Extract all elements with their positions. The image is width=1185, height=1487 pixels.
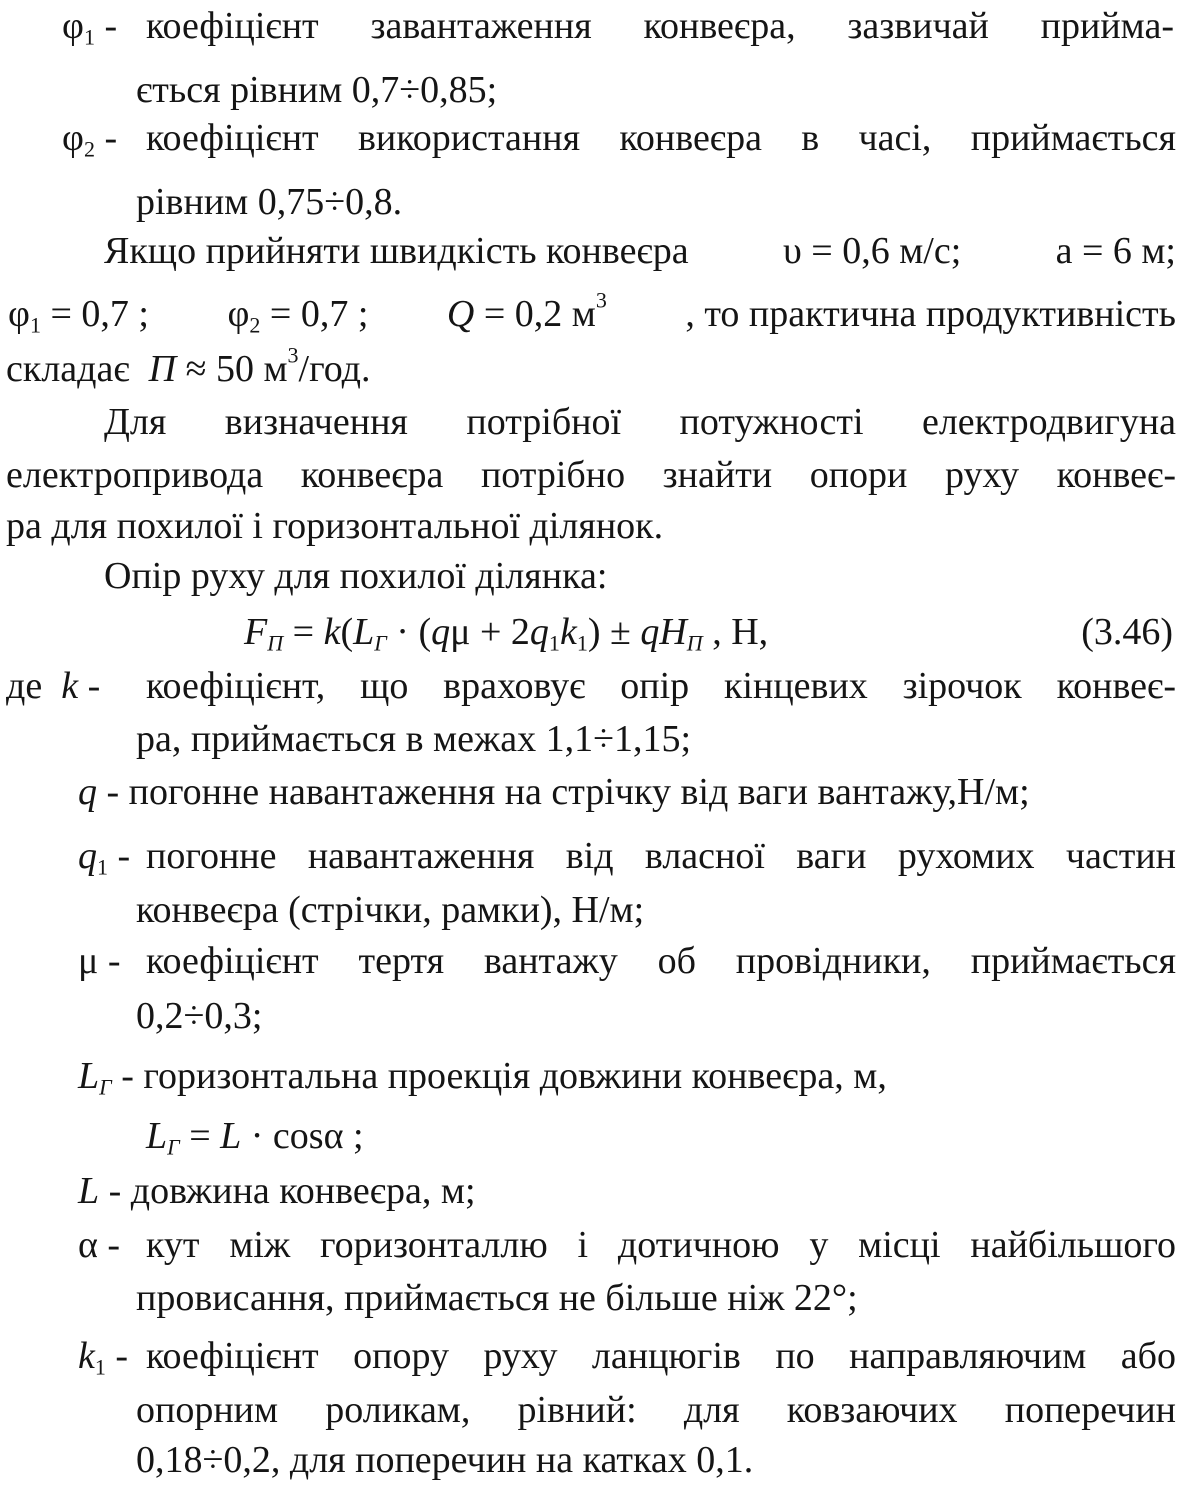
para2-line1: Для визначення потрібної потужності електродвигуна [104,401,1176,443]
def-mu-line2: 0,2÷0,3; [136,995,263,1037]
def-phi2-line1: коефіцієнт використання конвеєра в часі, приймається [146,117,1176,159]
para1-line1: Якщо прийняти швидкість конвеєра υ = 0,6 м/с; a = 6 м; [104,225,1176,278]
def-mu-symbol: μ - [78,940,121,982]
def-phi1-symbol: $\varphi_1$ - [62,5,118,50]
def-alpha-line2: провисання, приймається не більше ніж 22°; [136,1277,858,1319]
def-phi1-line1 [146,0,1174,53]
def-q1-line1: погонне навантаження від власної ваги рухомих частин [146,835,1176,877]
def-k-line2: ра, приймається в межах 1,1÷1,15; [136,718,692,760]
def-k1-line3: 0,18÷0,2, для поперечин на катках 0,1. [136,1439,754,1481]
def-k1-symbol: $k_1$ - [78,1335,129,1380]
def-phi1-text: коефіцієнт завантаження конвеєра, зазвичай прийма- [146,5,1174,47]
para2-line3: ра для похилої і горизонтальної ділянок. [6,505,664,547]
phi1-value: $\varphi_1 = 0,7$ ; [8,293,149,338]
def-k-line1: коефіцієнт, що враховує опір кінцевих зірочок конвеє- [146,665,1176,707]
phi2-value: $\varphi_2 = 0,7$ ; [227,293,369,338]
formula-number: (3.46) [1081,611,1173,653]
def-k1-line1: коефіцієнт опору руху ланцюгів по направляючим або [146,1335,1176,1377]
def-k1-line2: опорним роликам, рівний: для ковзаючих поперечин [136,1389,1176,1431]
para3-line1: Опір руху для похилої ділянка: [104,555,608,597]
formula-3-46: $F_П = k(L_Г \cdot (q\mu + 2q_1k_1) \pm qH_П$ , Н, [244,611,769,656]
def-phi1-line2: ється рівним 0,7÷0,85; [136,69,498,111]
step-value: a = 6 м; [1055,230,1176,272]
para2-line2: електропривода конвеєра потрібно знайти опори руху конвеє- [6,454,1176,496]
para1-line2: $\varphi_1 = 0,7$ ; $\varphi_2 = 0,7$ ; Q = 0,2 $м^3$ , то практична продуктивність [8,288,1176,341]
def-k-symbol: де k - [6,665,101,707]
def-LG-line: $L_Г$ - горизонтальна проекція довжини конвеєра, м, [78,1055,887,1100]
velocity-value: υ = 0,6 м/с; [782,230,962,272]
def-q1-symbol: $q_1$ - [78,835,131,880]
def-q-line: q - погонне навантаження на стрічку від ваги вантажу,Н/м; [78,771,1030,813]
def-alpha-symbol: α - [78,1224,121,1266]
def-q1-line2: конвеєра (стрічки, рамки), Н/м; [136,889,645,931]
def-L-line: L - довжина конвеєра, м; [78,1170,476,1212]
Q-value: Q = 0,2 $м^3$ [446,287,607,335]
para1-line3: складає П ≈ 50 $м^3$/год. [6,342,371,390]
def-phi2-symbol: $\varphi_2$ - [62,117,118,162]
def-alpha-line1: кут між горизонталлю і дотичною у місці найбільшого [146,1224,1176,1266]
def-LG-formula: $L_Г = L \cdot \cos\alpha$ ; [146,1115,364,1160]
def-phi2-line2: рівним 0,75÷0,8. [136,181,403,223]
def-mu-line1: коефіцієнт тертя вантажу об провідники, приймається [146,940,1176,982]
